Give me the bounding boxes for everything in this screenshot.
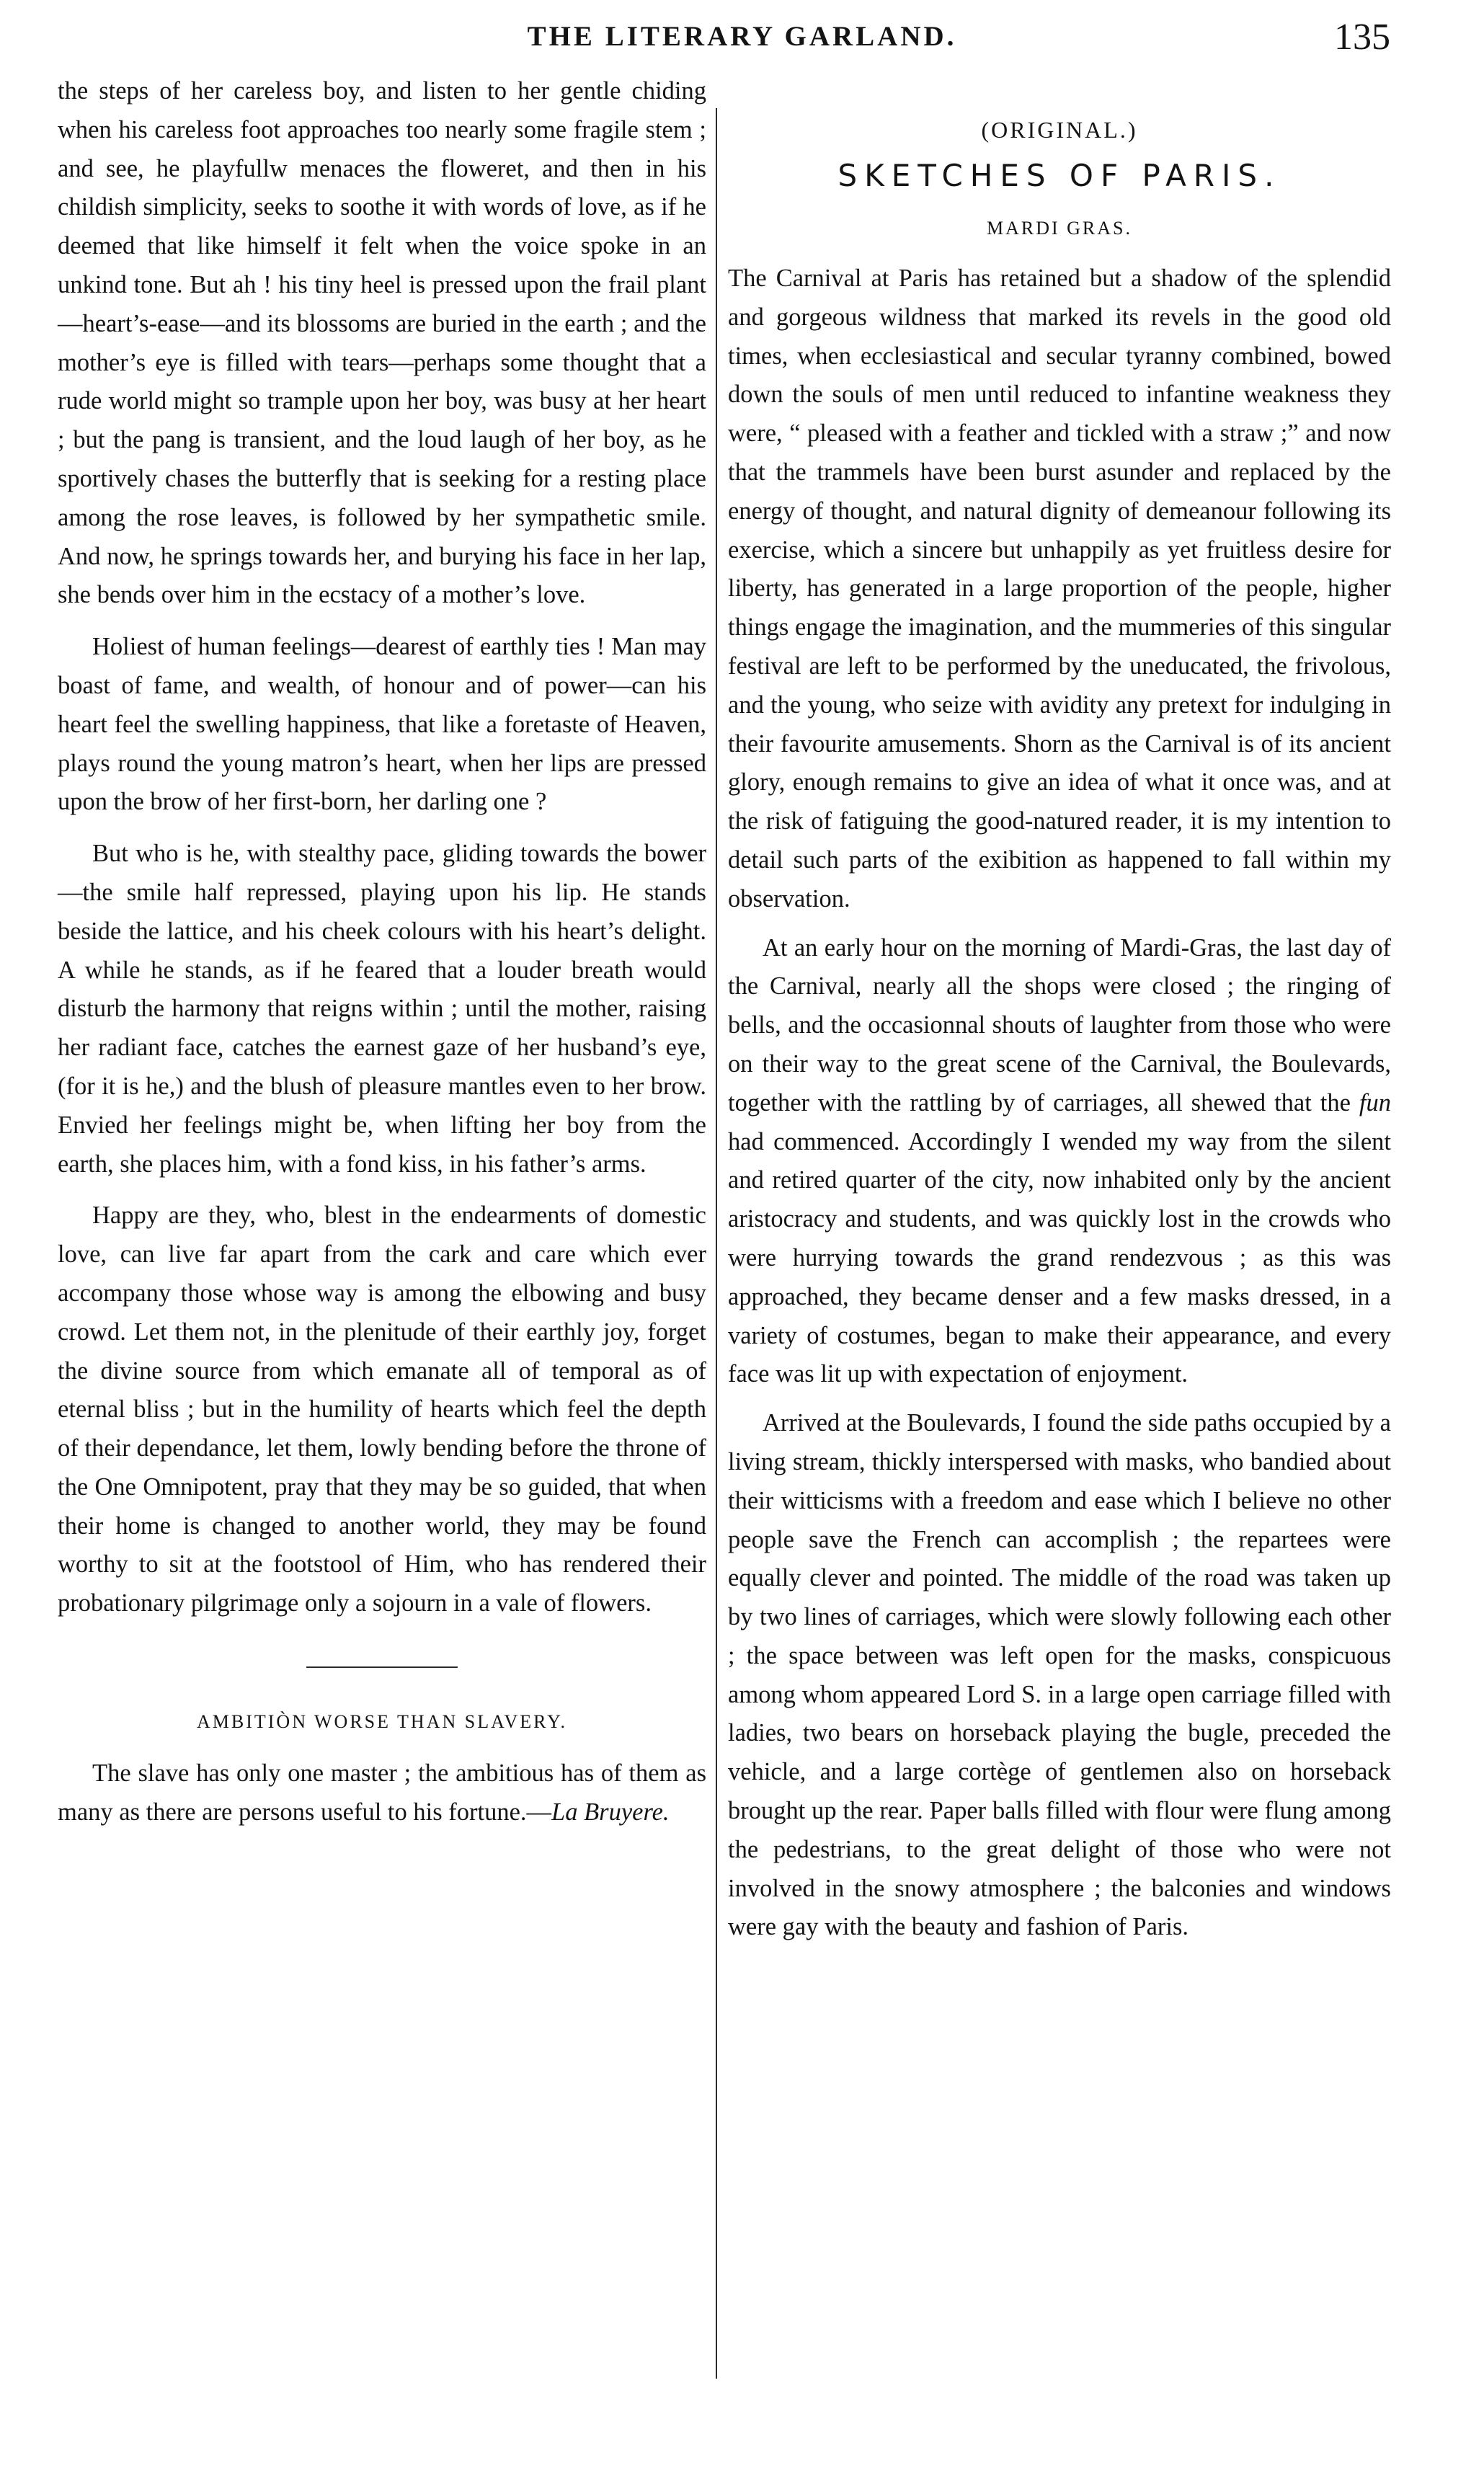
paragraph [728, 929, 1391, 1395]
paragraph: Holiest of human feelings—dearest of earthly ties ! Man may boast of fame, and wealth, of honour and of power—can his heart feel the swelling happiness, that like a foretaste of Heaven, plays round the young matron’s heart, when her lips are pressed upon the brow of her first-born, her darling one ? [58, 633, 706, 816]
quote-paragraph [58, 1754, 706, 1832]
left-column [58, 72, 706, 1845]
paragraph: Arrived at the Boulevards, I found the side paths occupied by a living stream, thickly interspersed with masks, who bandied about their witticisms with a freedom and ease which I believe no other people save the French can accomplish ; the repartees were equally clever and pointed. The middle of the road was taken up by two lines of carriages, which were slowly following each other ; the space between was left open for the masks, conspicuous among whom appeared Lord S. in a large open carriage filled with ladies, two bears on horseback playing the bugle, preceded the vehicle, and a large cortège of gentlemen also on horseback brought up the rear. Paper balls filled with flour were flung among the pedestrians, to the great delight of those who were not involved in the snowy atmosphere ; the balconies and windows were gay with the beauty and fashion of Paris. [728, 1409, 1391, 1941]
paragraph-text: At an early hour on the morning of Mardi-Gras, the last day of the Carnival, nearly all the shops were closed ; the ringing of bells, and the occasionnal shouts of laughter from those who were on their way to the great scene of the Carnival, the Boulevards, together with the rattling by of carriages, all shewed that the [728, 933, 1391, 1117]
quote-title: AMBITIÒN WORSE THAN SLAVERY. [196, 1711, 567, 1733]
column-rule [716, 108, 717, 2379]
page-number: 135 [1334, 17, 1390, 58]
section-divider [306, 1666, 458, 1668]
paragraph-text: had commenced. Accordingly I wended my way from the silent and retired quarter of the city, now inhabited only by the ancient aristocracy and students, and was quickly lost in the crowds who were hurrying towards the grand rendezvous ; as this was approached, they became denser and a few masks dressed, in a variety of costumes, began to make their appearance, and every face was lit up with expectation of enjoyment. [728, 1127, 1391, 1388]
paragraph: Happy are they, who, blest in the endearments of domestic love, can live far apart from the cark and care which ever accompany those whose way is among the elbowing and busy crowd. Let them not, in the plenitude of their earthly joy, forget the divine source from which emanate all of temporal as of eternal bliss ; but in the humility of hearts which feel the depth of their dependance, let them, lowly bending before the throne of the One Omnipotent, pray that they may be so guided, that when their home is changed to another world, they may be found worthy to sit at the footstool of Him, who has rendered their probationary pilgrimage only a sojourn in a vale of flowers. [58, 1202, 706, 1617]
paragraph: But who is he, with stealthy pace, gliding towards the bower—the smile half repressed, playing upon his lip. He stands beside the lattice, and his cheek colours with his heart’s delight. A while he stands, as if he feared that a louder breath would disturb the harmony that reigns within ; until the mother, raising her radiant face, catches the earnest gaze of her husband’s eye, (for it is he,) and the blush of pleasure mantles even to her brow. Envied her feelings might be, when lifting her boy from the earth, she places him, with a fond kiss, in his father’s arms. [58, 840, 706, 1178]
article-subtitle: MARDI GRAS. [986, 218, 1133, 239]
emphasis-fun: fun [1359, 1088, 1391, 1117]
running-title: THE LITERARY GARLAND. [527, 21, 957, 52]
paragraph-continued: the steps of her careless boy, and listen to her gentle chiding when his careless foot approaches too nearly some fragile stem ; and see, he playfullw menaces the floweret, and then in his childish simplicity, seeks to soothe it with words of love, as if he deemed that like himself it felt when the voice spoke in an unkind tone. But ah ! his tiny heel is pressed upon the frail plant—heart’s-ease—and its blossoms are buried in the earth ; and the mother’s eye is filled with tears—perhaps some thought that a rude world might so trample upon her boy, was busy at her heart ; but the pang is transient, and the loud laugh of her boy, as he sportively chases the butterfly that is seeking for a resting place among the rose leaves, is followed by her sympathetic smile. And now, he springs towards her, and burying his face in her lap, she bends over him in the ecstacy of a mother’s love. [58, 77, 706, 609]
paragraph: The Carnival at Paris has retained but a shadow of the splendid and gorgeous wildness that marked its revels in the good old times, when ecclesiastical and secular tyranny combined, bowed down the souls of men until reduced to infantine weakness they were, “ pleased with a feather and tickled with a straw ;” and now that the trammels have been burst asunder and replaced by the energy of thought, and natural dignity of demeanour following its exercise, which a sincere but unhappily as yet fruitless desire for liberty, has generated in a large proportion of the people, higher things engage the imagination, and the mummeries of this singular festival are left to be performed by the uneducated, the frivolous, and the young, who seize with avidity any pretext for indulging in their favourite amusements. Shorn as the Carnival is of its ancient glory, enough remains to give an idea of what it once was, and at the risk of fatiguing the good-natured reader, it is my intention to detail such parts of the exibition as happened to fall within my observation. [728, 265, 1391, 913]
running-head [0, 17, 1484, 78]
article-label: (ORIGINAL.) [981, 117, 1138, 143]
right-column [728, 72, 1391, 1957]
quote-attribution: La Bruyere. [551, 1798, 670, 1826]
article-title: SKETCHES OF PARIS. [837, 158, 1281, 193]
quote-text: The slave has only one master ; the ambitious has of them as many as there are persons useful to his fortune.— [58, 1759, 706, 1826]
